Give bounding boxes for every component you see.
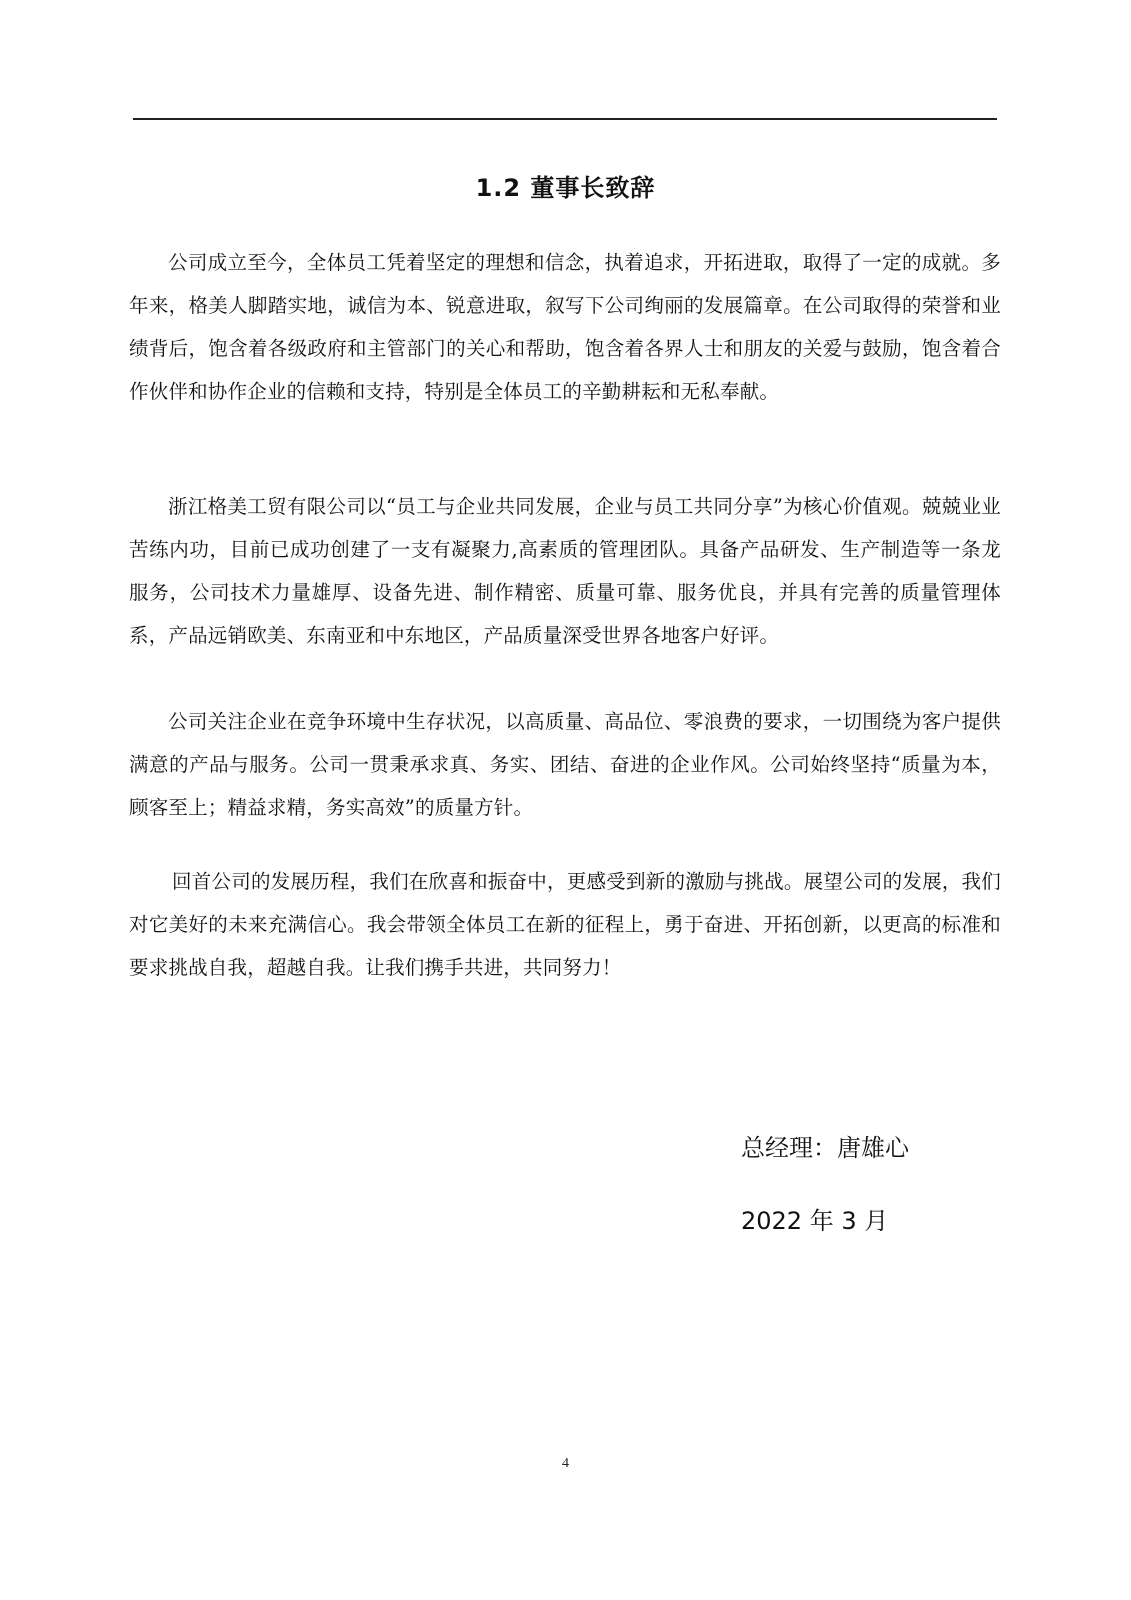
- paragraph-values: 浙江格美工贸有限公司以“员工与企业共同发展，企业与员工共同分享”为核心价值观。兢兢业业苦练内功，目前已成功创建了一支有凝聚力,高素质的管理团队。具备产品研发、生产制造等一条龙服务，公司技术力量雄厚、设备先进、制作精密、质量可靠、服务优良，并具有完善的质量管理体系，产品远销欧美、东南亚和中东地区，产品质量深受世界各地客户好评。: [129, 495, 1001, 647]
- paragraph-intro: 公司成立至今，全体员工凭着坚定的理想和信念，执着追求，开拓进取，取得了一定的成就。多年来，格美人脚踏实地，诚信为本、锐意进取，叙写下公司绚丽的发展篇章。在公司取得的荣誉和业绩背后，饱含着各级政府和主管部门的关心和帮助，饱含着各界人士和朋友的关爱与鼓励，饱含着合作伙伴和协作企业的信赖和支持，特别是全体员工的辛勤耕耘和无私奉献。: [129, 251, 1001, 403]
- paragraph-outlook: 回首公司的发展历程，我们在欣喜和振奋中，更感受到新的激励与挑战。展望公司的发展，我们对它美好的未来充满信心。我会带领全体员工在新的征程上，勇于奋进、开拓创新，以更高的标准和要求挑战自我，超越自我。让我们携手共进，共同努力！: [129, 870, 1001, 979]
- signature-date: 2022 年 3 月: [741, 1207, 889, 1235]
- signature-name: 总经理：唐雄心: [741, 1134, 909, 1162]
- paragraph-quality: 公司关注企业在竞争环境中生存状况，以高质量、高品位、零浪费的要求，一切围绕为客户提供满意的产品与服务。公司一贯秉承求真、务实、团结、奋进的企业作风。公司始终坚持“质量为本，顾客至上；精益求精，务实高效”的质量方针。: [129, 710, 1001, 819]
- header-rule: [133, 118, 997, 120]
- page-number: 4: [562, 1456, 569, 1471]
- section-heading: 1.2 董事长致辞: [475, 174, 656, 202]
